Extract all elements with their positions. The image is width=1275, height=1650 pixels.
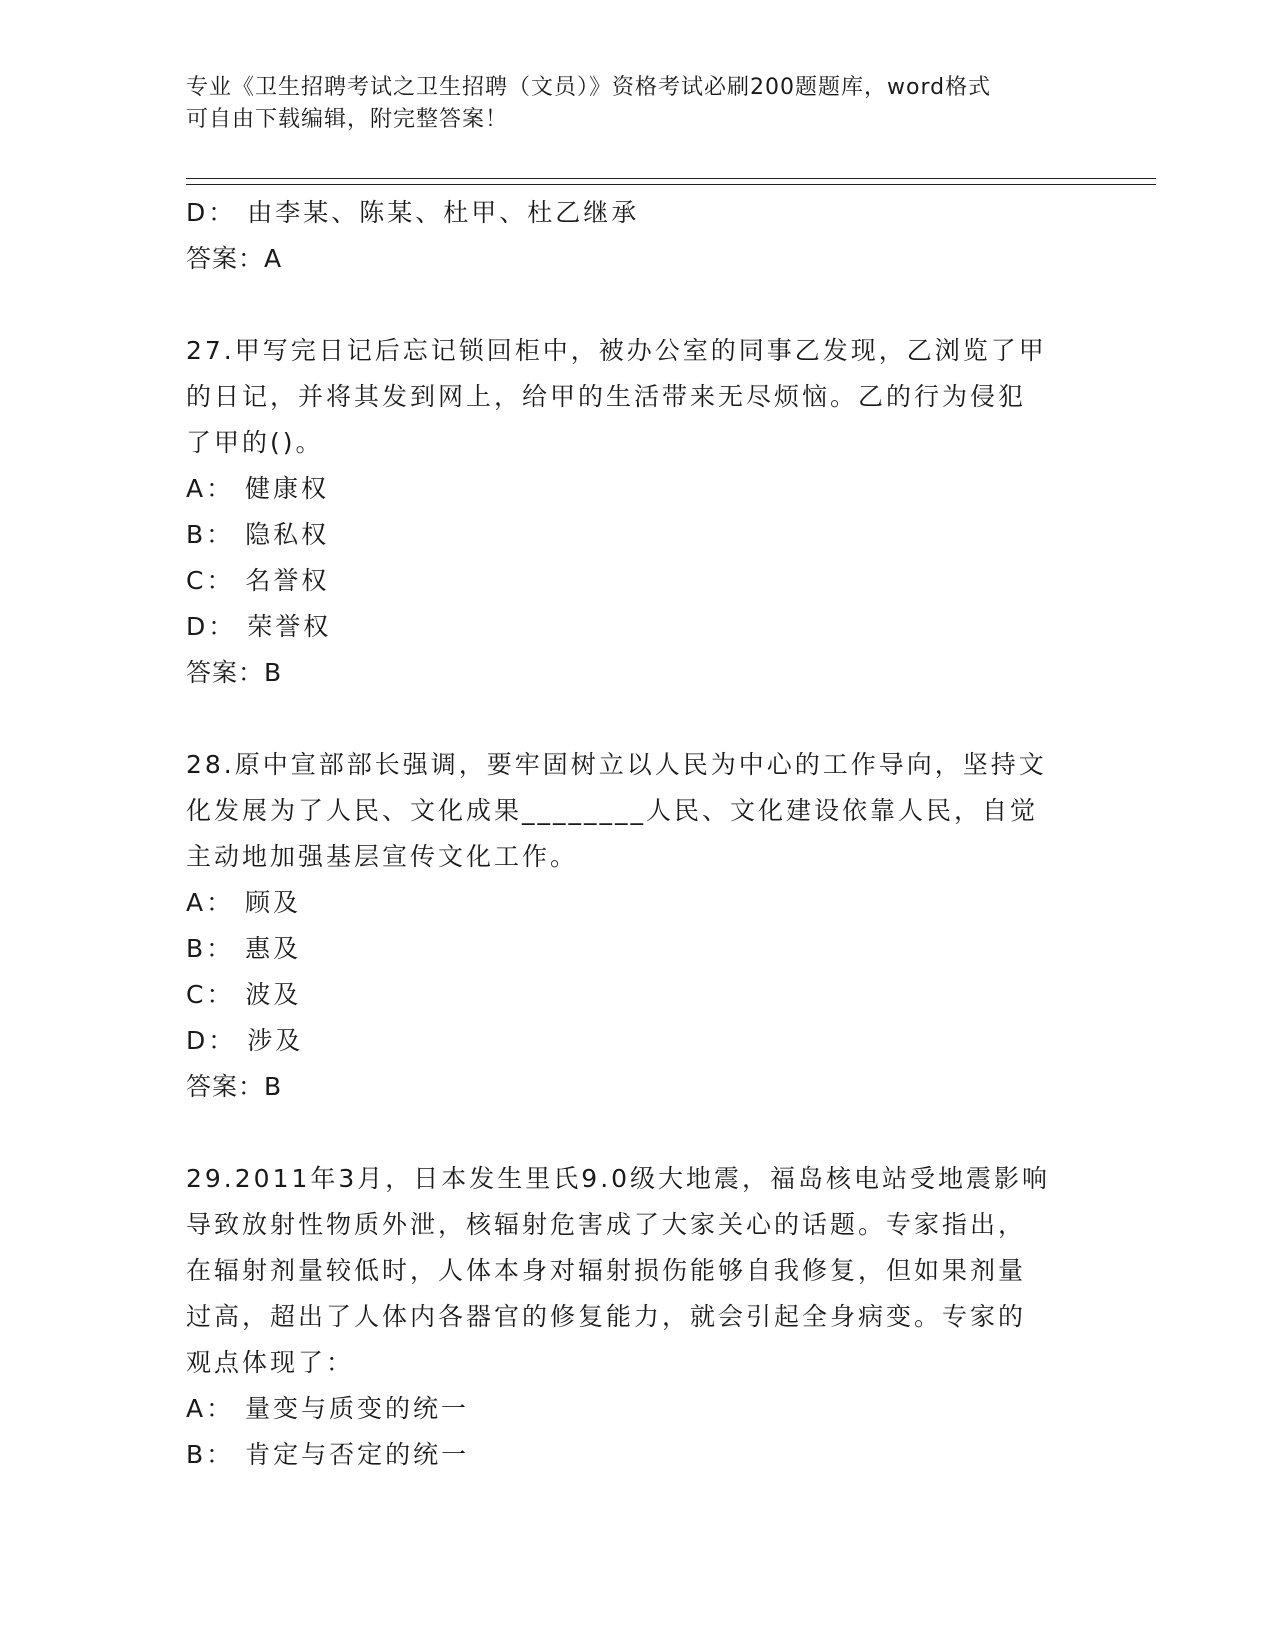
question-27 (186, 328, 1086, 696)
question-27-option-b: B： 隐私权 (186, 520, 330, 549)
question-27-answer: 答案：B (186, 658, 283, 687)
question-28-answer: 答案：B (186, 1072, 283, 1101)
question-27-option-c: C： 名誉权 (186, 566, 330, 595)
question-27-line-3: 了甲的()。 (186, 428, 324, 457)
question-28-option-d: D： 涉及 (186, 1026, 304, 1055)
question-28-option-c: C： 波及 (186, 980, 302, 1009)
spacer (186, 696, 1086, 742)
header-line-2: 可自由下载编辑，附完整答案！ (186, 107, 509, 132)
question-29-line-4: 过高，超出了人体内各器官的修复能力，就会引起全身病变。专家的 (186, 1302, 1027, 1331)
header-rule-top (186, 178, 1156, 179)
question-29-line-1: 29.2011年3月，日本发生里氏9.0级大地震，福岛核电站受地震影响 (186, 1164, 1051, 1193)
prev-answer: 答案：A (186, 244, 283, 273)
question-29-option-b: B： 肯定与否定的统一 (186, 1440, 470, 1469)
question-27-option-a: A： 健康权 (186, 474, 330, 503)
spacer (186, 282, 1086, 328)
spacer (186, 1110, 1086, 1156)
question-content (186, 190, 1086, 1478)
question-29-line-5: 观点体现了： (186, 1348, 355, 1377)
page-header (186, 72, 1086, 136)
header-line-1: 专业《卫生招聘考试之卫生招聘（文员）》资格考试必刷200题题库，word格式 (186, 75, 992, 100)
question-29-option-a: A： 量变与质变的统一 (186, 1394, 470, 1423)
question-28 (186, 742, 1086, 1110)
question-28-line-1: 28.原中宣部部长强调，要牢固树立以人民为中心的工作导向，坚持文 (186, 750, 1047, 779)
question-27-line-1: 27.甲写完日记后忘记锁回柜中，被办公室的同事乙发现，乙浏览了甲 (186, 336, 1047, 365)
prev-option-d: D： 由李某、陈某、杜甲、杜乙继承 (186, 198, 640, 227)
question-28-option-a: A： 顾及 (186, 888, 302, 917)
question-27-line-2: 的日记，并将其发到网上，给甲的生活带来无尽烦恼。乙的行为侵犯 (186, 382, 1027, 411)
question-29-line-2: 导致放射性物质外泄，核辐射危害成了大家关心的话题。专家指出， (186, 1210, 1027, 1239)
header-rule-bottom (186, 184, 1156, 185)
question-28-line-2: 化发展为了人民、文化成果________人民、文化建设依靠人民，自觉 (186, 796, 1039, 825)
question-28-line-3: 主动地加强基层宣传文化工作。 (186, 842, 579, 871)
question-29-line-3: 在辐射剂量较低时，人体本身对辐射损伤能够自我修复，但如果剂量 (186, 1256, 1027, 1285)
question-29 (186, 1156, 1086, 1478)
question-28-option-b: B： 惠及 (186, 934, 302, 963)
question-27-option-d: D： 荣誉权 (186, 612, 332, 641)
